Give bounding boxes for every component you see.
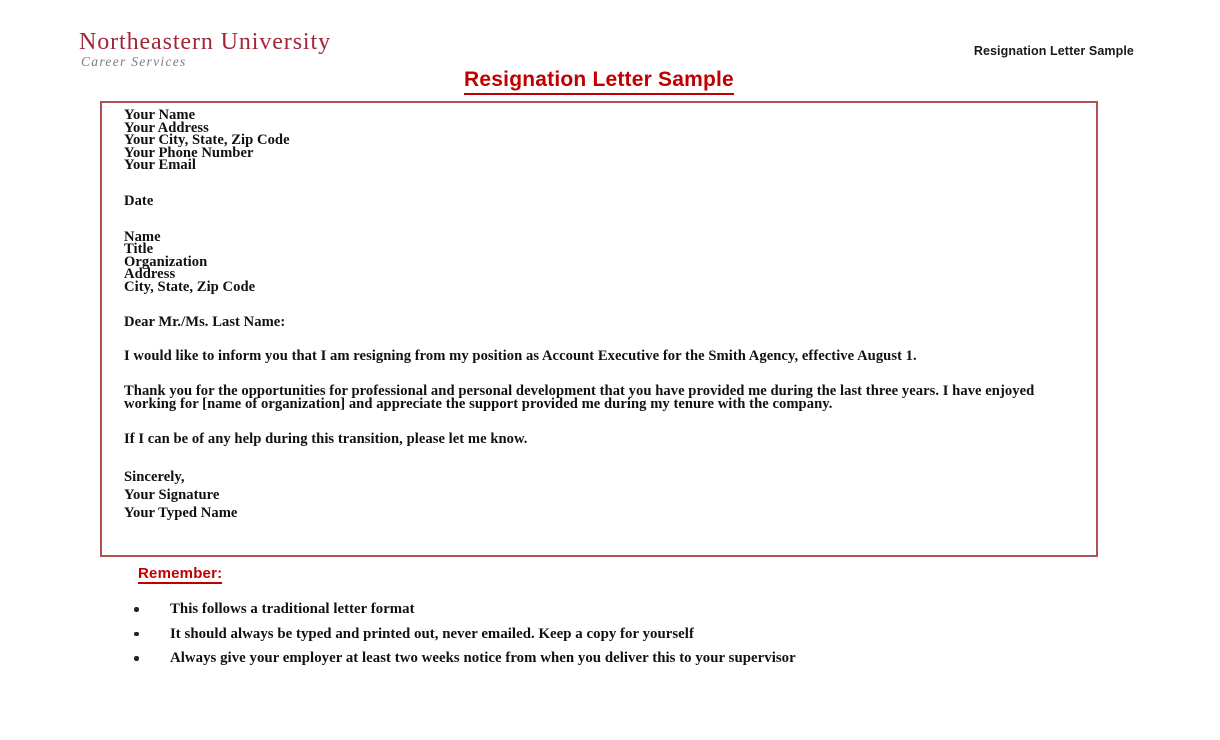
sender-address-line: Your Address	[124, 119, 209, 136]
bullet-point-icon	[134, 656, 139, 661]
salutation-line: Dear Mr./Ms. Last Name:	[124, 313, 286, 330]
closing-typed-name-line: Your Typed Name	[124, 505, 238, 522]
recipient-address-block	[124, 228, 1082, 295]
closing-block	[124, 468, 1082, 522]
spacer-after-salutation	[124, 329, 1082, 350]
spacer-before-closing	[124, 446, 1082, 468]
date-line: Date	[124, 192, 154, 209]
northeastern-logo	[79, 30, 499, 69]
list-item-text: This follows a traditional letter format	[170, 601, 415, 617]
recipient-name-line: Name	[124, 228, 161, 245]
bullet-point-icon	[134, 607, 139, 612]
page-header	[0, 0, 1220, 70]
spacer-after-paragraph-2	[124, 412, 1082, 433]
list-item	[133, 601, 1113, 618]
spacer-after-date	[124, 208, 1082, 231]
body-paragraph-3: If I can be of any help during this transition, please let me know.	[124, 430, 528, 447]
body-paragraph-1: I would like to inform you that I am resigning from my position as Account Executive for the Smith Agency, effective August 1.	[124, 348, 917, 365]
closing-signature-line: Your Signature	[124, 487, 220, 504]
list-item-text: Always give your employer at least two weeks notice from when you deliver this to your supervisor	[170, 650, 796, 666]
sender-email-line: Your Email	[124, 157, 196, 174]
letter-sample-box	[100, 101, 1098, 557]
spacer-after-sender	[124, 172, 1082, 195]
logo-department-name: Career Services	[81, 54, 187, 69]
sender-name-line: Your Name	[124, 107, 196, 123]
page-title	[0, 68, 1220, 95]
bullet-point-icon	[134, 632, 139, 637]
recipient-title-line: Title	[124, 241, 154, 258]
sender-address-block	[124, 109, 1082, 172]
remember-section	[133, 565, 1113, 675]
sender-city-line: Your City, State, Zip Code	[124, 132, 290, 149]
spacer-after-paragraph-1	[124, 364, 1082, 385]
recipient-city-line: City, State, Zip Code	[124, 278, 256, 295]
recipient-address-line: Address	[124, 266, 176, 283]
sender-phone-line: Your Phone Number	[124, 144, 254, 161]
page-title-text: Resignation Letter Sample	[464, 68, 734, 95]
body-paragraph-2: Thank you for the opportunities for professional and personal development that you have provided me during the last three years. I have enjoyed working for [name of organization] and appreciate the support provided me during my tenure with the company.	[124, 382, 1035, 413]
list-item-text: It should always be typed and printed out, never emailed. Keep a copy for yourself	[170, 625, 694, 642]
header-document-title: Resignation Letter Sample	[973, 44, 1134, 58]
list-item	[133, 626, 1113, 643]
list-item	[133, 650, 1113, 667]
remember-heading: Remember:	[138, 565, 223, 582]
remember-bullet-list	[133, 601, 1113, 667]
recipient-organization-line: Organization	[124, 253, 208, 270]
logo-university-name: Northeastern University	[79, 29, 331, 55]
closing-salutation-line: Sincerely,	[124, 469, 185, 486]
date-block	[124, 192, 1082, 209]
letter-content	[124, 109, 1082, 522]
spacer-after-recipient	[124, 294, 1082, 316]
